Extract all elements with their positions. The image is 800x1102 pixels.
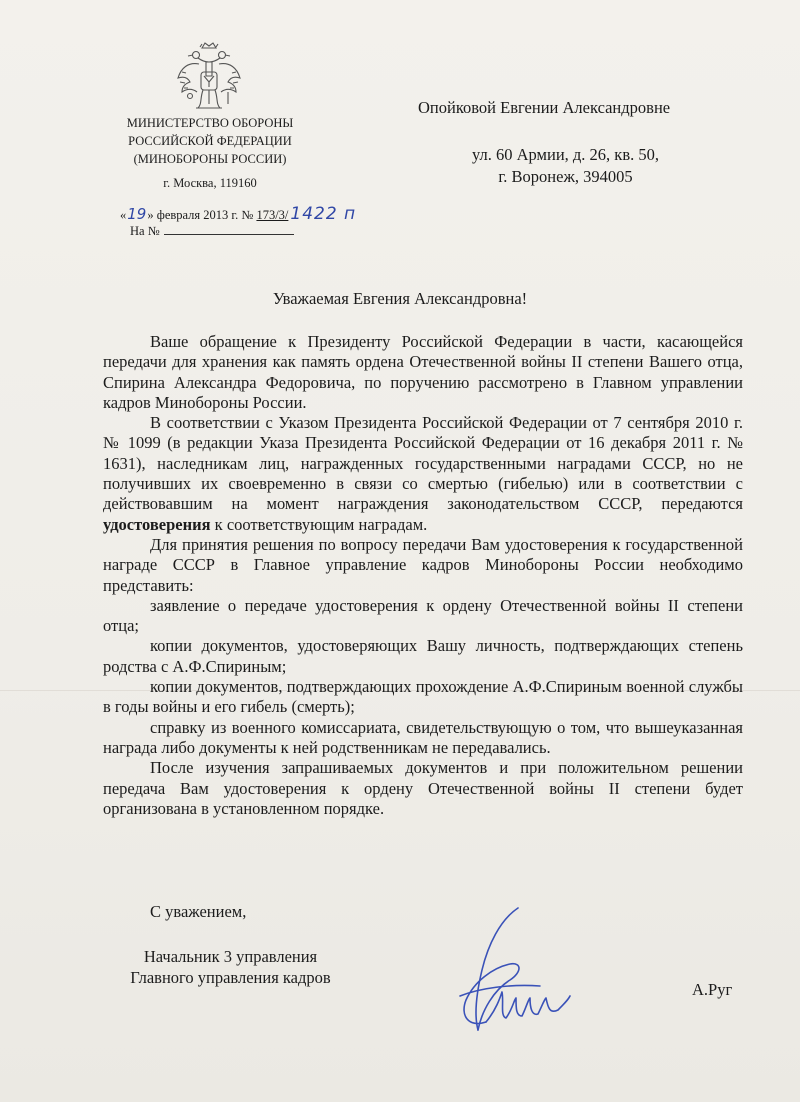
paragraph: Для принятия решения по вопросу передачи Вам удостоверения к государственной награде СССР в Главное управление кадров Минобороны России необходимо представить: [103,534,743,595]
paragraph: После изучения запрашиваемых документов и при положительном решении передача Вам удостоверения к ордену Отечественной войны II степени будет организована в установленном порядке. [103,758,743,818]
address-line: г. Воронеж, 394005 [498,167,633,186]
reference-blank [164,222,294,235]
sender-city: г. Москва, 119160 [163,176,257,190]
paragraph: Ваше обращение к Президенту Российской Федерации в части, касающейся передачи для хранения как память ордена Отечественной войны II степени Вашего отца, Спирина Александра Федоровича, по поручению рассмотрено в Главном управлении кадров Минобороны России. [103,332,743,412]
ministry-line: МИНИСТЕРСТВО ОБОРОНЫ [126,116,294,130]
signer-position [103,946,358,988]
position-line: Начальник 3 управления [143,947,318,966]
date-month-year: » февраля 2013 г. № [147,208,254,222]
reference-number-line [130,222,294,239]
salutation: Уважаемая Евгения Александровна! [272,289,528,308]
emphasis-text: удостоверения [103,514,211,534]
paragraph-text: В соответствии с Указом Президента Российской Федерации от 7 сентября 2010 г. № 1099 (в редакции Указа Президента Российской Федерации от 16 декабря 2011 г. № 1631), наследникам лиц, награжденных государственными наградами СССР, но не получивших их своевременно в связи со смертью (гибелью) или в соответствии с действовавшим на момент награждения законодательством СССР, передаются [103,413,743,514]
handwritten-signature-icon [430,900,580,1050]
list-item: справку из военного комиссариата, свидетельствующую о том, что вышеуказанная награда либо документы к ней родственникам не передавались. [103,717,743,757]
paragraph [103,413,743,535]
outgoing-date-number [120,204,356,224]
ministry-line: (МИНОБОРОНЫ РОССИИ) [133,152,287,166]
ministry-line: РОССИЙСКОЙ ФЕДЕРАЦИИ [128,134,292,148]
reference-label: На № [130,224,160,238]
paragraph-text: к соответствующим наградам. [214,514,428,534]
printed-doc-number: 173/3/ [256,208,289,222]
recipient-address [408,144,723,188]
list-item: заявление о передаче удостоверения к ордену Отечественной войны II степени отца; [103,595,743,636]
list-item: копии документов, подтверждающих прохождение А.Ф.Спириным военной службы в годы войны и его гибель (смерть); [103,677,743,717]
recipient-block [408,98,748,188]
date-open-quote: « [120,208,127,222]
list-item: копии документов, удостоверяющих Вашу личность, подтверждающих степень родства с А.Ф.Спириным; [103,636,743,676]
signer-name: А.Руг [692,980,733,999]
address-line: ул. 60 Армии, д. 26, кв. 50, [472,145,659,164]
closing-phrase: С уважением, [150,902,247,921]
handwritten-doc-number: 1422 п [290,204,357,224]
ministry-header [100,114,320,168]
position-line: Главного управления кадров [130,968,331,987]
recipient-name: Опойковой Евгении Александровне [418,98,671,117]
letter-body [103,332,743,819]
double-headed-eagle-emblem-icon [176,38,242,112]
handwritten-day: 19 [127,205,147,223]
